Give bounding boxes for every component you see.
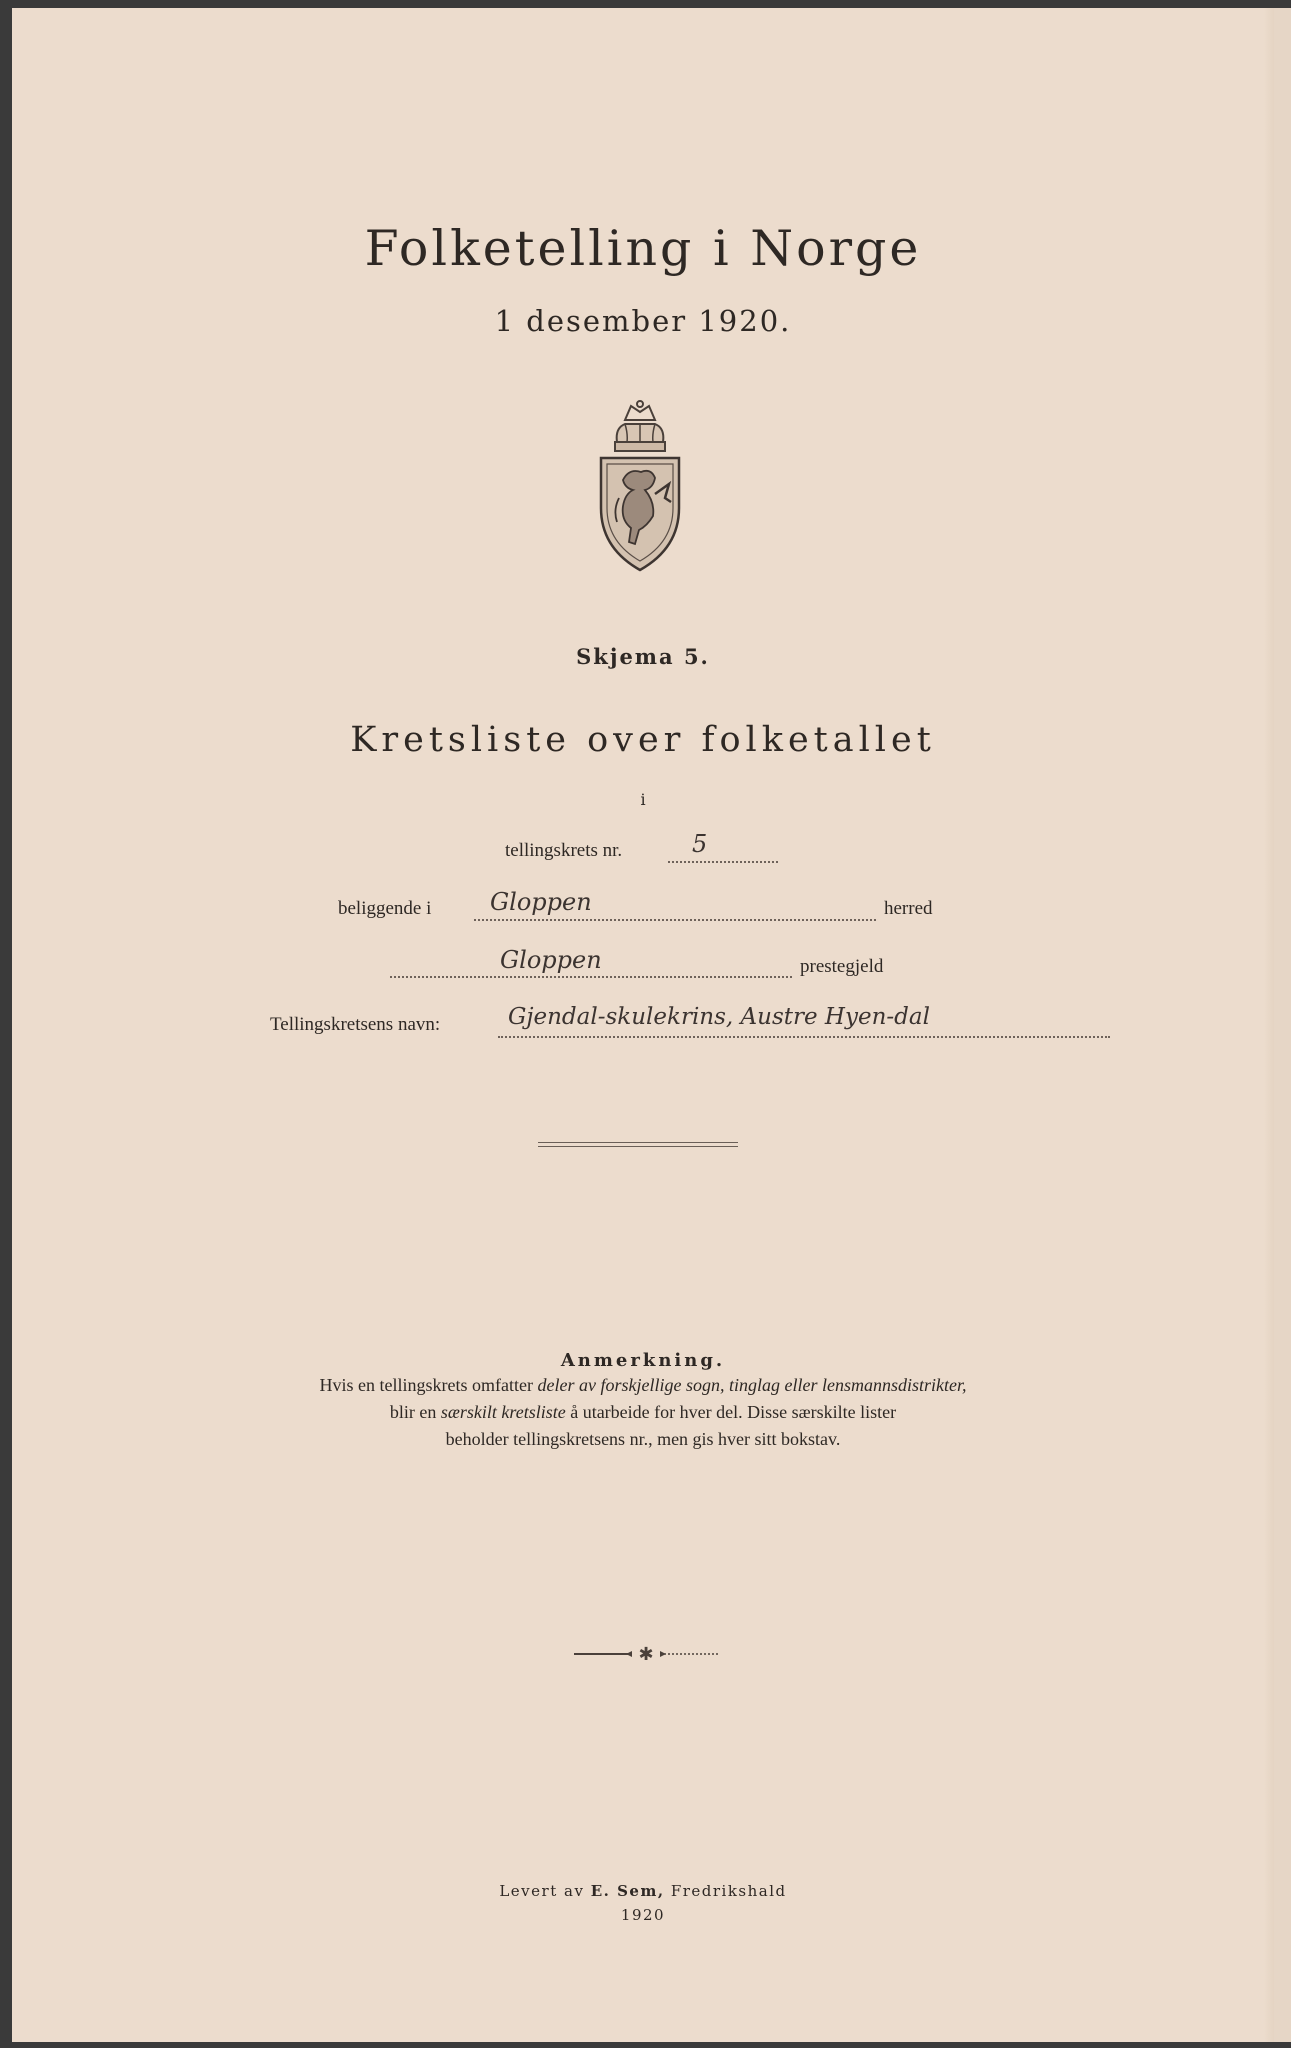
note-heading: Anmerkning. xyxy=(560,1350,726,1371)
prestegjeld-value: Gloppen xyxy=(500,946,602,974)
prestegjeld-line xyxy=(390,976,792,978)
form-heading: Kretsliste over folketallet xyxy=(350,720,936,760)
ornament-divider-icon xyxy=(566,1644,726,1668)
note-line-1 xyxy=(12,1375,1274,1396)
printer-name: E. Sem, xyxy=(590,1882,665,1900)
krets-name-label: Tellingskretsens navn: xyxy=(270,1014,441,1035)
page-edge xyxy=(1274,8,1291,2042)
krets-name-value: Gjendal-skulekrins, Austre Hyen-dal xyxy=(508,1004,930,1030)
page-title: Folketelling i Norge xyxy=(364,220,922,277)
herred-prefix-label: beliggende i xyxy=(338,898,432,919)
form-number: Skjema 5. xyxy=(576,644,710,669)
note-line-1-emphasis: deler av forskjellige sogn, tinglag eller lensmannsdistrikter, xyxy=(537,1375,967,1395)
note-line-2 xyxy=(12,1402,1274,1423)
note-line-2-text-b: å utarbeide for hver del. Disse særskilte lister xyxy=(565,1402,897,1422)
print-year: 1920 xyxy=(620,1906,666,1924)
printer-city: Fredrikshald xyxy=(664,1882,787,1900)
norwegian-lion-crest-icon xyxy=(595,398,685,582)
note-line-1-text: Hvis en tellingskrets omfatter xyxy=(319,1375,538,1395)
herred-line xyxy=(474,919,876,921)
note-line-3: beholder tellingskretsens nr., men gis hver sitt bokstav. xyxy=(445,1429,841,1449)
krets-number-line xyxy=(668,861,778,863)
prestegjeld-suffix-label: prestegjeld xyxy=(800,956,884,977)
krets-name-line xyxy=(498,1036,1110,1038)
krets-number-label: tellingskrets nr. xyxy=(505,840,623,861)
printer-prefix: Levert av xyxy=(499,1882,591,1900)
census-form-page xyxy=(12,8,1274,2042)
krets-number-value: 5 xyxy=(692,830,708,858)
note-line-2-emphasis: særskilt kretsliste xyxy=(440,1402,566,1422)
note-line-2-text-a: blir en xyxy=(389,1402,441,1422)
separator-rule xyxy=(538,1142,738,1143)
census-date: 1 desember 1920. xyxy=(494,304,792,338)
herred-value: Gloppen xyxy=(490,888,592,916)
heading-connector: i xyxy=(640,790,646,809)
herred-suffix-label: herred xyxy=(884,898,933,919)
separator-rule-lower xyxy=(538,1146,738,1147)
printer-credit xyxy=(12,1882,1274,1900)
svg-text:✱: ✱ xyxy=(638,1644,654,1664)
